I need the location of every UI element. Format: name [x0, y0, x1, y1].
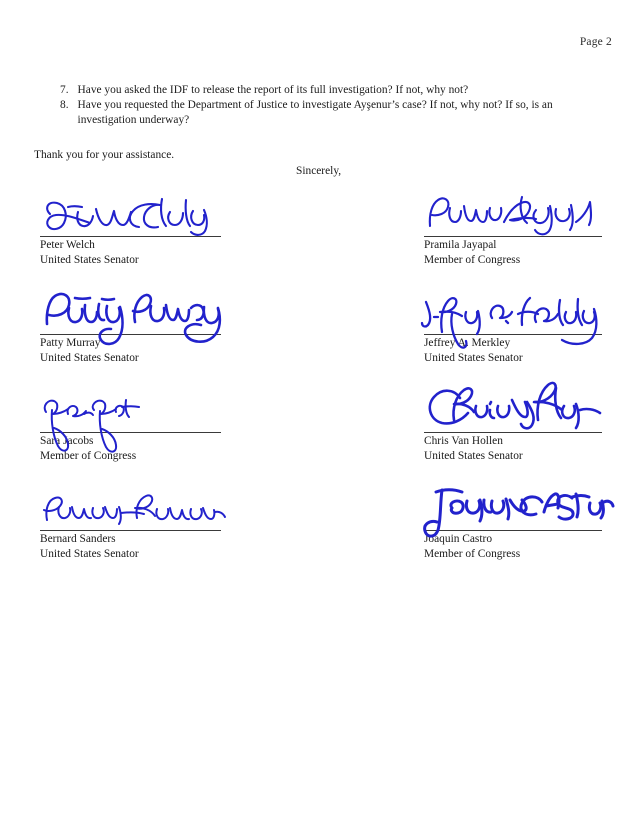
- page-number-header: Page 2: [579, 36, 612, 48]
- signature-title: Member of Congress: [424, 253, 521, 266]
- signature-ink-area: [40, 288, 221, 334]
- signature-block-pramila-jayapal: [424, 190, 602, 268]
- signature-ink-area: [40, 386, 221, 432]
- list-item-number: 8.: [60, 99, 69, 112]
- signature-name: Joaquin Castro: [424, 533, 493, 545]
- signature-name: Bernard Sanders: [40, 533, 116, 545]
- signature-name: Jeffrey A. Merkley: [424, 337, 511, 349]
- signature-rule: [40, 236, 221, 237]
- signature-block-jeffrey-merkley: [424, 288, 602, 366]
- list-item-number: 7.: [60, 84, 69, 96]
- signature-rule: [424, 236, 602, 237]
- signature-block-patty-murray: [40, 288, 221, 366]
- signature-rule: [424, 432, 602, 433]
- signature-rule: [40, 334, 221, 335]
- signature-rule: [40, 432, 221, 433]
- list-item: [60, 83, 612, 98]
- signature-block-joaquin-castro: [424, 484, 602, 562]
- signature-ink-area: [424, 386, 602, 432]
- list-item: [60, 98, 612, 128]
- signature-rule: [424, 530, 602, 531]
- signature-block-chris-van-hollen: [424, 386, 602, 464]
- signature-row: [0, 386, 644, 484]
- list-item-text: Have you requested the Department of Justice to investigate Ayşenur’s case? If not, why not? If so, is an investigation underway?: [77, 99, 553, 127]
- signature-ink-area: [424, 288, 602, 334]
- signature-title: Member of Congress: [40, 449, 137, 462]
- signature-rule: [40, 530, 221, 531]
- signature-block-bernard-sanders: [40, 484, 221, 562]
- signature-title: United States Senator: [424, 351, 523, 364]
- handwritten-signature-icon: [424, 192, 604, 238]
- signature-name: Peter Welch: [40, 239, 95, 251]
- signature-title: United States Senator: [40, 351, 139, 364]
- signature-block-sara-jacobs: [40, 386, 221, 464]
- signature-block-peter-welch: [40, 190, 221, 268]
- signature-row: [0, 190, 644, 288]
- list-item-text: Have you asked the IDF to release the report of its full investigation? If not, why not?: [77, 84, 469, 96]
- signature-grid: [0, 190, 644, 582]
- signature-row: [0, 288, 644, 386]
- signature-title: Member of Congress: [424, 547, 521, 560]
- signature-ink-area: [424, 484, 602, 530]
- signature-name: Pramila Jayapal: [424, 239, 497, 251]
- signature-title: United States Senator: [40, 253, 139, 266]
- signature-name: Sara Jacobs: [40, 435, 94, 447]
- signature-ink-area: [424, 190, 602, 236]
- signature-ink-area: [40, 190, 221, 236]
- question-list: [60, 83, 612, 128]
- handwritten-signature-icon: [38, 194, 223, 240]
- signature-rule: [424, 334, 602, 335]
- signature-name: Patty Murray: [40, 337, 101, 349]
- signature-ink-area: [40, 484, 221, 530]
- closing-sincerely-line: Sincerely,: [296, 165, 342, 177]
- signature-title: United States Senator: [40, 547, 139, 560]
- signature-title: United States Senator: [424, 449, 523, 462]
- handwritten-signature-icon: [424, 380, 604, 440]
- signature-row: [0, 484, 644, 582]
- closing-thanks-line: Thank you for your assistance.: [34, 149, 175, 161]
- signature-name: Chris Van Hollen: [424, 435, 503, 447]
